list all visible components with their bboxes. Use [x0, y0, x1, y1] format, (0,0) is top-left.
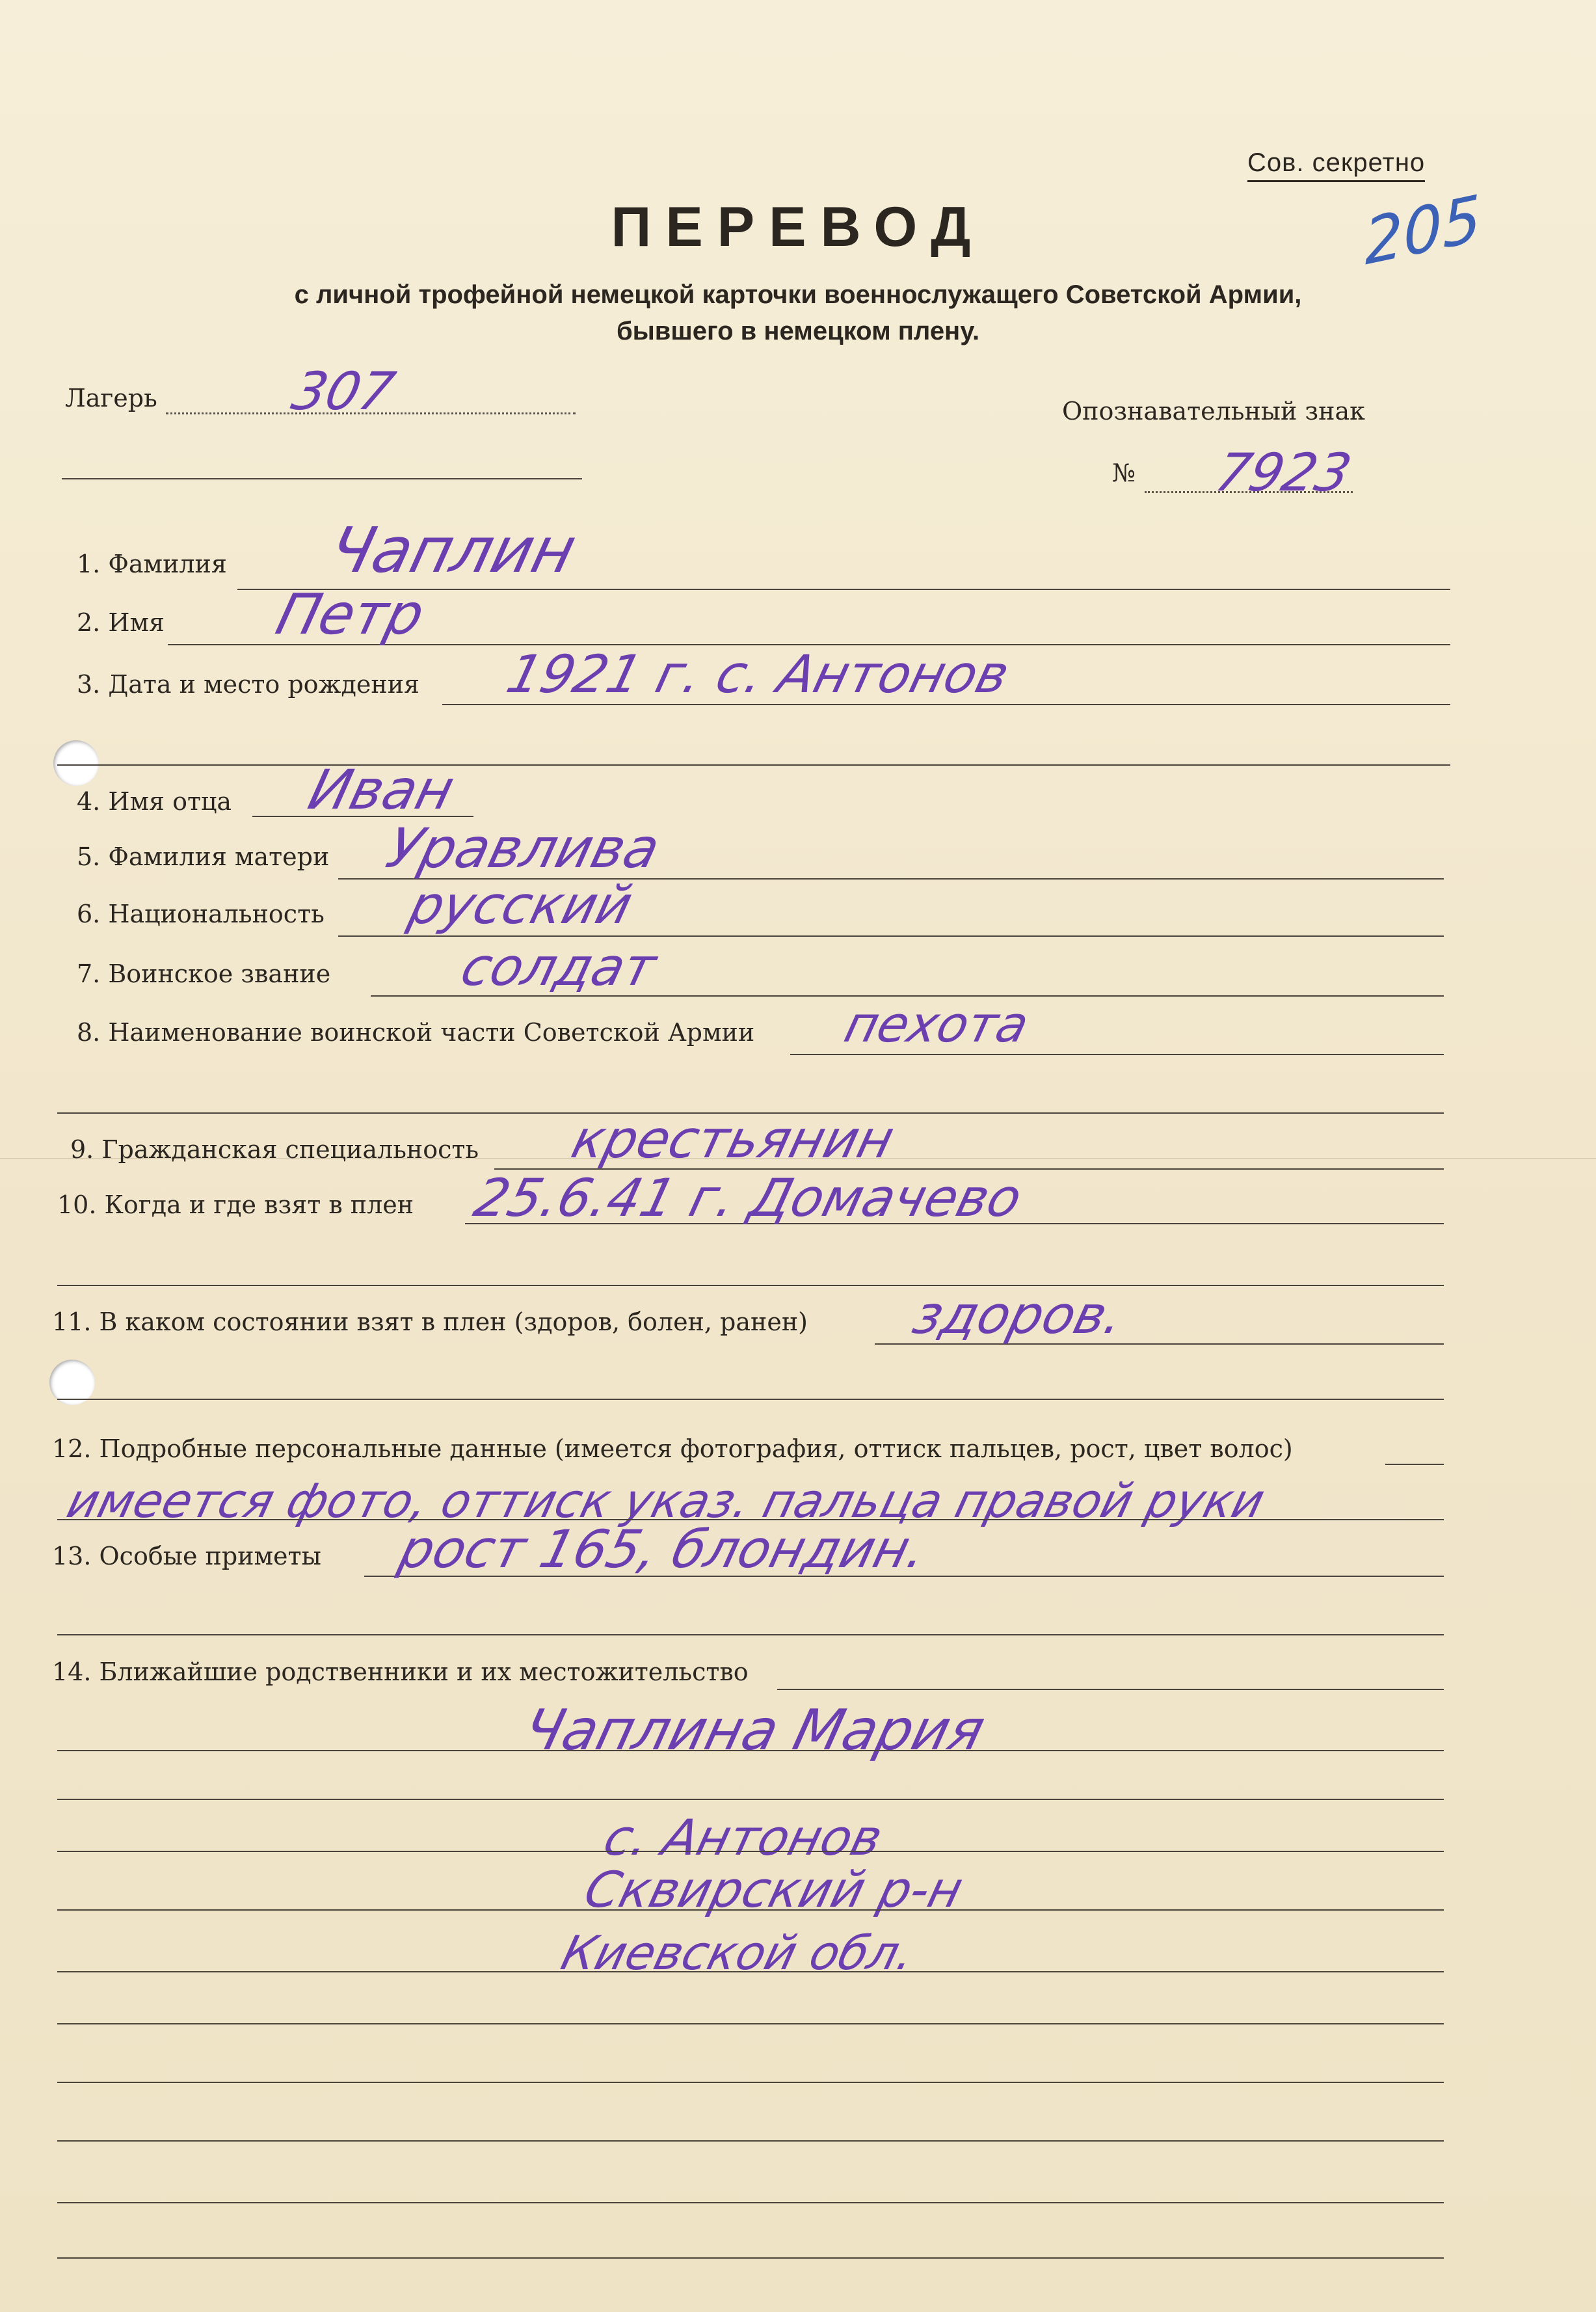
field-7-label: 7. Воинское звание — [77, 960, 331, 988]
field-11-extra-line — [57, 1399, 1444, 1400]
field-8-label: 8. Наименование воинской части Советской Армии — [77, 1018, 755, 1047]
field-14-line-a — [57, 1750, 1444, 1751]
field-4-label: 4. Имя отца — [77, 787, 232, 816]
field-14-line-b — [57, 1799, 1444, 1800]
field-14-value-line3: Сквирский р-н — [579, 1861, 969, 1918]
field-14-line-f — [57, 2023, 1444, 2024]
field-2-value: Петр — [270, 582, 431, 647]
field-12-label: 12. Подробные персональные данные (имеется фотография, оттиск пальцев, рост, цвет волос) — [52, 1434, 1293, 1463]
camp-value: 307 — [286, 361, 401, 422]
field-6-label: 6. Национальность — [77, 900, 325, 928]
field-7-value: солдат — [455, 937, 663, 997]
field-9-value: крестьянин — [566, 1109, 900, 1170]
field-3-value: 1921 г. с. Антонов — [501, 644, 1015, 705]
field-14-line-h — [57, 2140, 1444, 2142]
page-title: ПЕРЕВОД — [611, 196, 985, 258]
field-4-value: Иван — [302, 758, 461, 822]
field-14-line-g — [57, 2082, 1444, 2083]
field-14-line-c — [57, 1851, 1444, 1852]
field-1-value: Чаплин — [322, 514, 583, 587]
field-14-value-line4: Киевской обл. — [556, 1926, 920, 1980]
id-tag-number-sign: № — [1112, 459, 1136, 487]
field-14-value-line1: Чаплина Мария — [517, 1698, 992, 1763]
doc-number-handwritten: 205 — [1363, 181, 1483, 280]
camp-label: Лагерь — [65, 384, 157, 412]
subtitle-line: с личной трофейной немецкой карточки военнослужащего Советской Армии, — [294, 280, 1302, 309]
field-11-label: 11. В каком состоянии взят в плен (здоров, болен, ранен) — [52, 1308, 808, 1336]
field-10-label: 10. Когда и где взят в плен — [57, 1190, 414, 1219]
id-tag-value: 7923 — [1210, 442, 1357, 503]
field-3-extra-line — [57, 764, 1450, 766]
field-9-label: 9. Гражданская специальность — [70, 1135, 479, 1164]
field-14-value-line2: с. Антонов — [598, 1808, 888, 1866]
field-13-value: рост 165, блондин. — [393, 1519, 933, 1579]
field-14-line — [777, 1689, 1444, 1690]
field-14-line-d — [57, 1909, 1444, 1911]
field-10-extra-line — [57, 1285, 1444, 1286]
field-11-value: здоров. — [907, 1285, 1130, 1345]
field-14-line-e — [57, 1971, 1444, 1972]
subtitle-line: бывшего в немецком плену. — [616, 317, 980, 345]
field-12-line — [1385, 1464, 1444, 1465]
field-13-label: 13. Особые приметы — [52, 1542, 321, 1570]
field-5-value: Уравлива — [380, 816, 667, 880]
field-12-value: имеется фото, оттиск указ. пальца правой руки — [62, 1473, 1271, 1528]
field-14-line-j — [57, 2257, 1444, 2259]
classification-stamp: Сов. секретно — [1247, 148, 1425, 182]
field-2-label: 2. Имя — [77, 608, 165, 637]
field-1-label: 1. Фамилия — [77, 550, 227, 578]
field-6-value: русский — [403, 875, 639, 935]
id-tag-label: Опознавательный знак — [1062, 397, 1365, 425]
page-subtitle — [98, 276, 1498, 349]
field-3-label: 3. Дата и место рождения — [77, 670, 420, 699]
field-5-label: 5. Фамилия матери — [77, 842, 330, 871]
field-13-extra-line — [57, 1634, 1444, 1635]
camp-extra-line — [62, 478, 582, 479]
field-8-line — [790, 1054, 1444, 1055]
punch-hole — [53, 740, 99, 786]
field-8-value: пехота — [839, 995, 1035, 1053]
field-14-line-i — [57, 2202, 1444, 2203]
field-14-label: 14. Ближайшие родственники и их местожительство — [52, 1658, 749, 1686]
field-10-value: 25.6.41 г. Домачево — [468, 1168, 1028, 1228]
